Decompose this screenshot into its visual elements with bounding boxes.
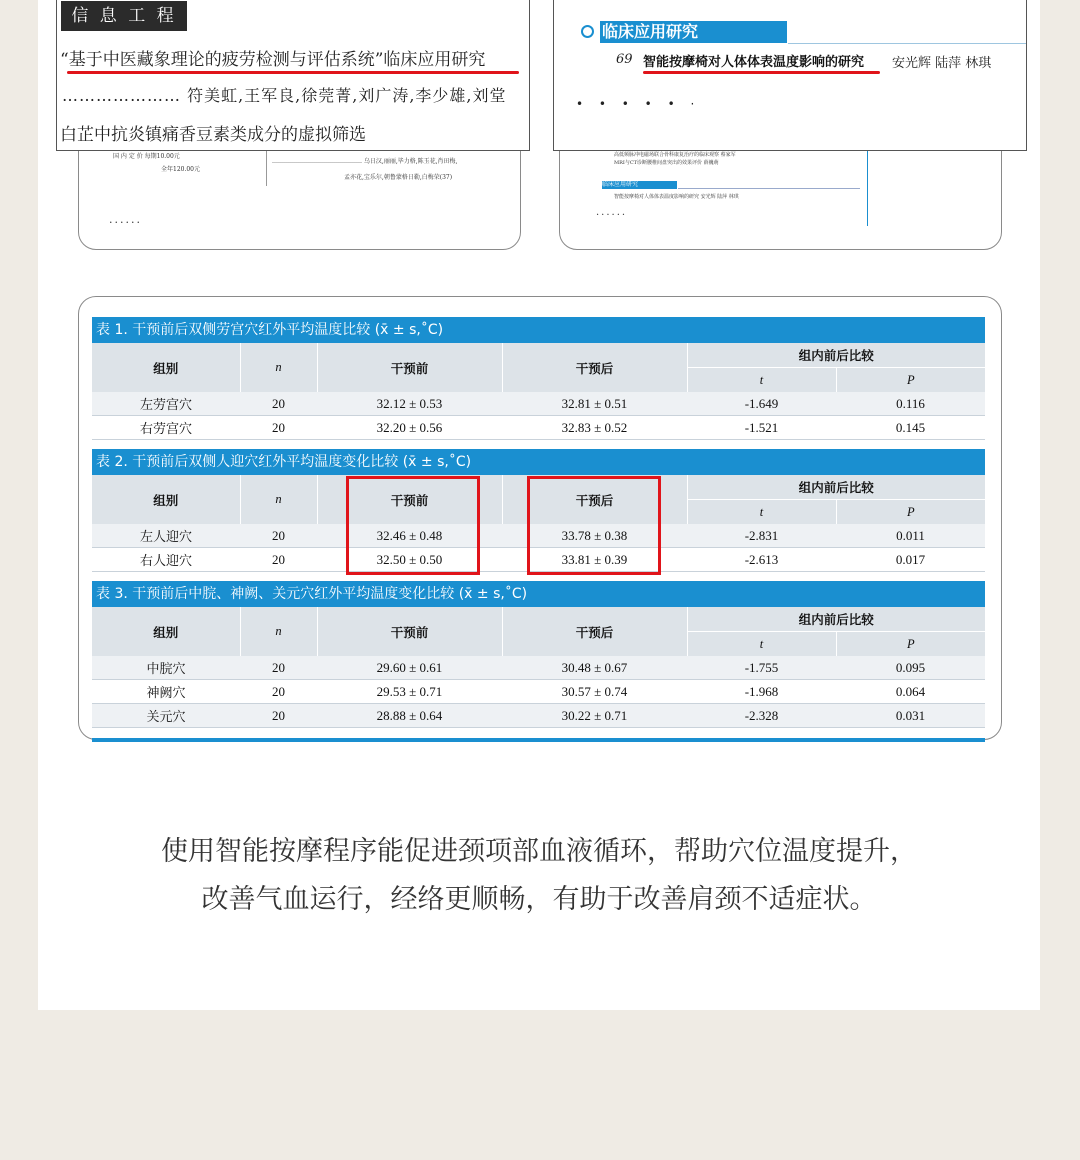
bg-vertical-rule: [266, 146, 267, 186]
table-row: [92, 656, 985, 680]
cell-before: 32.50 ± 0.50: [317, 548, 502, 572]
cell-before: 32.20 ± 0.56: [317, 416, 502, 440]
header-n: n: [240, 343, 317, 392]
cell-group: 关元穴: [92, 704, 240, 728]
header-before: 干预前: [317, 475, 502, 524]
cell-p: 0.145: [836, 416, 985, 440]
section-label: 临床应用研究: [600, 21, 787, 43]
header-group: 组别: [92, 343, 240, 392]
bg-line-1: 高低频脉冲电磁场联合骨科康复治疗的临床观察 蔡家军: [614, 152, 736, 158]
cell-p: 0.017: [836, 548, 985, 572]
header-t: t: [687, 632, 836, 657]
caption-line-2: 改善气血运行，经络更顺畅，有助于改善肩颈不适症状。: [201, 884, 877, 915]
cell-before: 32.12 ± 0.53: [317, 392, 502, 416]
cell-group: 右人迎穴: [92, 548, 240, 572]
cell-p: 0.064: [836, 680, 985, 704]
highlight-after-box: [527, 476, 661, 575]
bg-dots: ......: [109, 213, 142, 226]
header-p: P: [836, 500, 985, 525]
cell-group: 左人迎穴: [92, 524, 240, 548]
right-excerpt-zoom: [553, 0, 1027, 151]
section-header-label: 信 息 工 程: [61, 1, 187, 31]
cell-n: 20: [240, 656, 317, 680]
header-after: 干预后: [502, 607, 687, 656]
cell-t: -1.755: [687, 656, 836, 680]
bg-line-2: MRI与CT诊断腰椎间盘突出的效果评价 薛巍萌: [614, 160, 719, 166]
cell-after: 30.48 ± 0.67: [502, 656, 687, 680]
cell-n: 20: [240, 704, 317, 728]
header-n: n: [240, 475, 317, 524]
cell-n: 20: [240, 392, 317, 416]
bg-section-rule: [678, 188, 860, 189]
header-p: P: [836, 632, 985, 657]
bg-section-label: 临床应用研究: [602, 181, 677, 189]
cell-p: 0.095: [836, 656, 985, 680]
cell-group: 神阙穴: [92, 680, 240, 704]
cell-n: 20: [240, 680, 317, 704]
cell-p: 0.011: [836, 524, 985, 548]
header-before: 干预前: [317, 607, 502, 656]
cell-group: 右劳宫穴: [92, 416, 240, 440]
article-authors: 安光辉 陆萍 林琪: [892, 56, 992, 71]
dots-row: • • • • • ·: [576, 97, 701, 111]
bg-vertical-rule: [867, 146, 868, 226]
cell-t: -2.613: [687, 548, 836, 572]
table-row: [92, 704, 985, 728]
cell-t: -1.649: [687, 392, 836, 416]
cell-t: -1.521: [687, 416, 836, 440]
table-1: [92, 343, 985, 440]
header-before: 干预前: [317, 343, 502, 392]
header-compare: 组内前后比较: [687, 343, 985, 368]
table-bottom-rule: [92, 738, 985, 742]
header-n: n: [240, 607, 317, 656]
cell-after: 32.81 ± 0.51: [502, 392, 687, 416]
bg-dots: ......: [596, 207, 628, 218]
cell-after: 32.83 ± 0.52: [502, 416, 687, 440]
cell-after: 30.22 ± 0.71: [502, 704, 687, 728]
cell-before: 28.88 ± 0.64: [317, 704, 502, 728]
header-compare: 组内前后比较: [687, 475, 985, 500]
bg-line-1: ……………………………………… 乌日汉,丽丽,毕力格,陈玉花,肖田梅,: [272, 158, 458, 165]
title-underline: [67, 71, 519, 74]
header-after: 干预后: [502, 343, 687, 392]
page-number: 69: [616, 52, 633, 67]
cell-p: 0.116: [836, 392, 985, 416]
article-title: “基于中医藏象理论的疲劳检测与评估系统”临床应用研究: [60, 50, 486, 70]
section-rule: [788, 43, 1026, 44]
table-1-title: 表 1. 干预前后双侧劳宫穴红外平均温度比较 (x̄ ± s,˚C): [92, 317, 985, 343]
table-2-title: 表 2. 干预前后双侧人迎穴红外平均温度变化比较 (x̄ ± s,˚C): [92, 449, 985, 475]
cell-t: -1.968: [687, 680, 836, 704]
cell-group: 中脘穴: [92, 656, 240, 680]
header-p: P: [836, 368, 985, 393]
table-row: [92, 392, 985, 416]
cell-after: 33.78 ± 0.38: [502, 524, 687, 548]
article-title: 智能按摩椅对人体体表温度影响的研究: [643, 55, 865, 70]
cell-p: 0.031: [836, 704, 985, 728]
cell-n: 20: [240, 524, 317, 548]
header-t: t: [687, 500, 836, 525]
table-row: [92, 680, 985, 704]
cell-t: -2.328: [687, 704, 836, 728]
cell-t: -2.831: [687, 524, 836, 548]
caption-line-1: 使用智能按摩程序能促进颈项部血液循环，帮助穴位温度提升，: [161, 836, 917, 867]
cell-after: 30.57 ± 0.74: [502, 680, 687, 704]
next-article-title: 白芷中抗炎镇痛香豆素类成分的虚拟筛选: [60, 125, 366, 145]
highlight-before-box: [346, 476, 480, 575]
header-after: 干预后: [502, 475, 687, 524]
cell-after: 33.81 ± 0.39: [502, 548, 687, 572]
table-row: [92, 416, 985, 440]
circle-bullet-icon: [581, 25, 594, 38]
cell-n: 20: [240, 416, 317, 440]
table-3-title: 表 3. 干预前后中脘、神阙、关元穴红外平均温度变化比较 (x̄ ± s,˚C): [92, 581, 985, 607]
title-underline: [643, 71, 880, 74]
header-group: 组别: [92, 475, 240, 524]
header-t: t: [687, 368, 836, 393]
bg-line-3: 智能按摩椅对人体体表温度影响的研究 安光辉 陆萍 林琪: [614, 194, 739, 200]
cell-n: 20: [240, 548, 317, 572]
left-excerpt-zoom: [56, 0, 530, 151]
header-group: 组别: [92, 607, 240, 656]
cell-before: 32.46 ± 0.48: [317, 524, 502, 548]
cell-group: 左劳宫穴: [92, 392, 240, 416]
bg-line-2: 孟亦花,宝乐尔,朝鲁蒙格日勒,白梅荣(37): [344, 174, 453, 181]
authors-line: ………………… 符美虹,王军良,徐莞菁,刘广涛,李少雄,刘堂: [62, 86, 507, 105]
cell-before: 29.60 ± 0.61: [317, 656, 502, 680]
header-compare: 组内前后比较: [687, 607, 985, 632]
bg-price-1: 国 内 定 价 每期10.00元: [113, 153, 180, 160]
bg-price-2: 全年120.00元: [161, 166, 200, 173]
table-3: [92, 607, 985, 728]
cell-before: 29.53 ± 0.71: [317, 680, 502, 704]
